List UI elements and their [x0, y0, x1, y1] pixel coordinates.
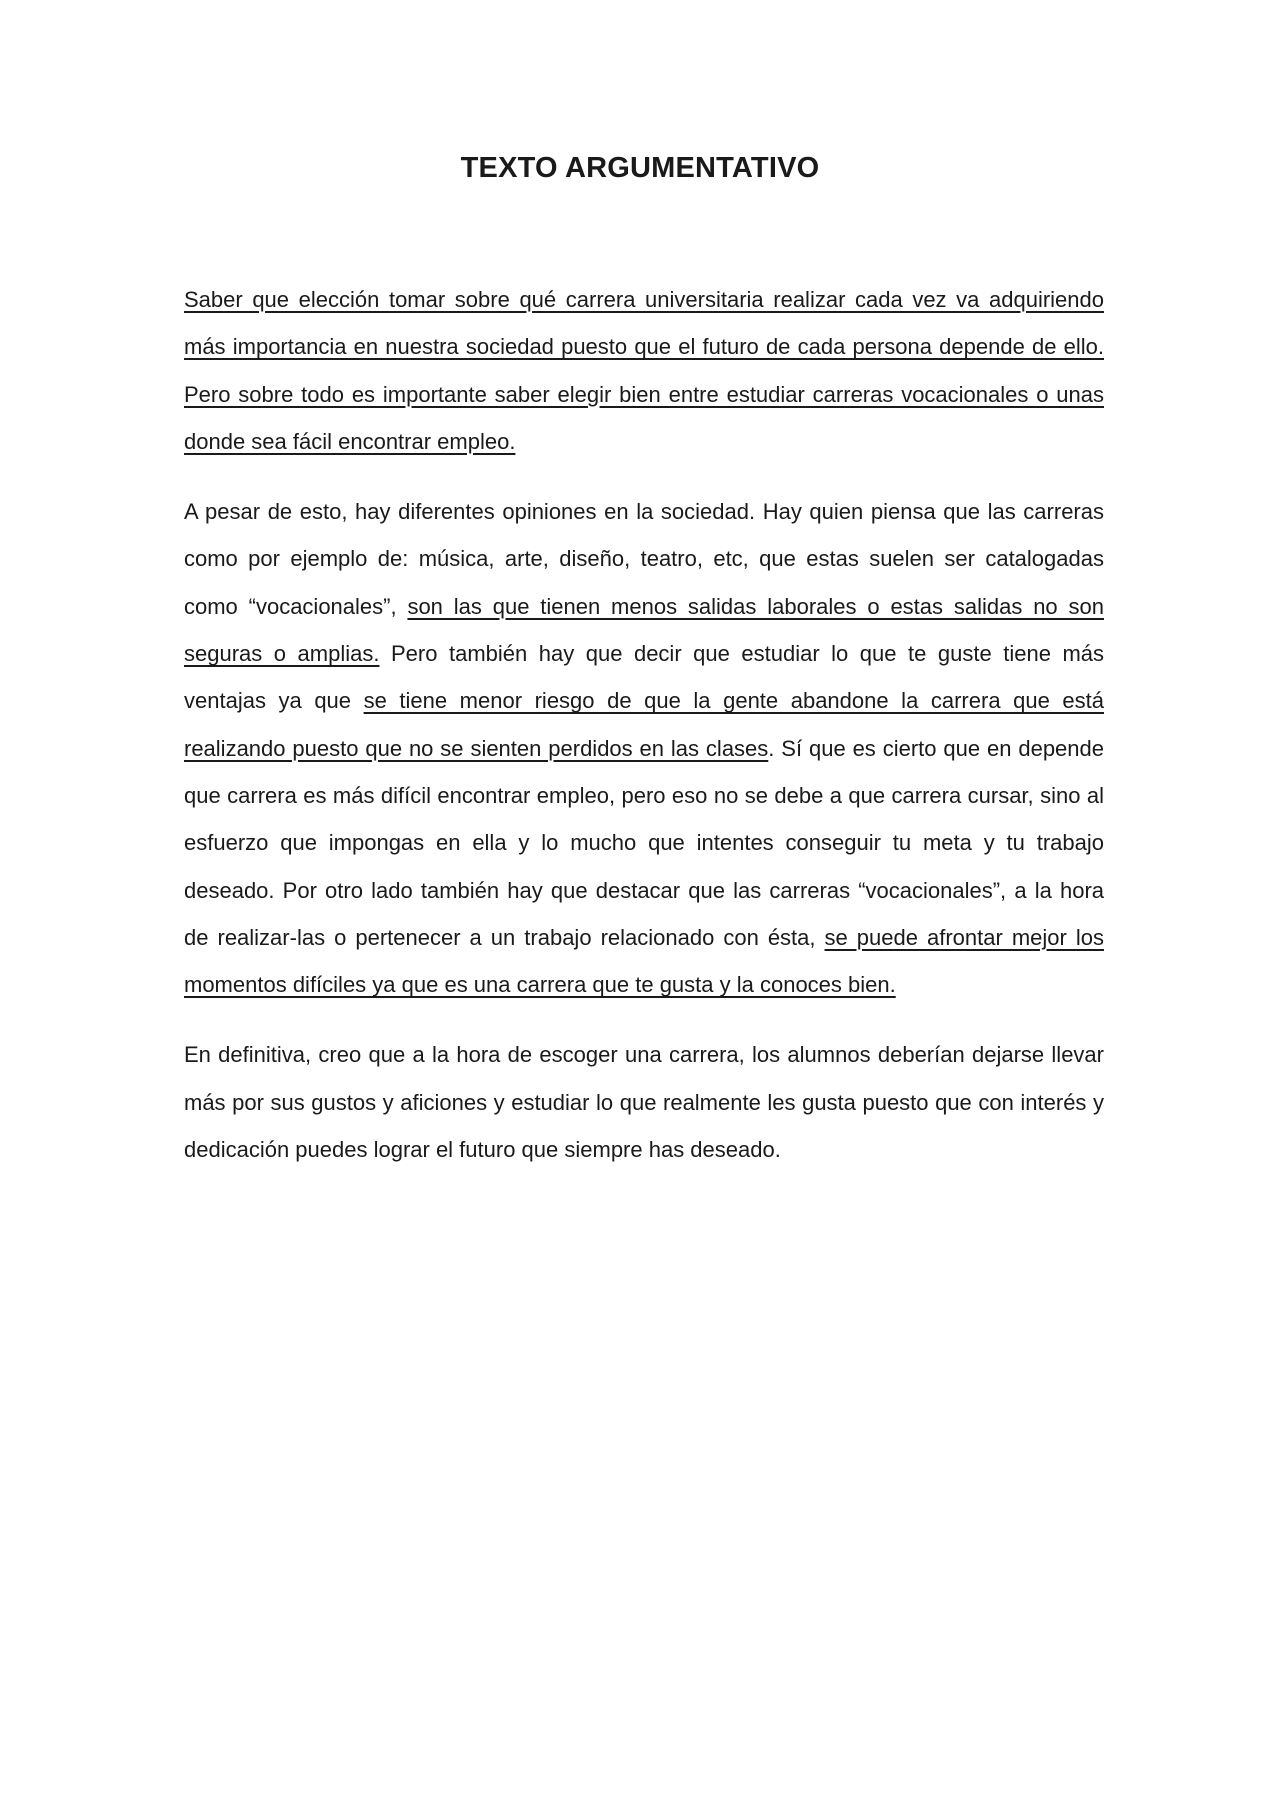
paragraph-arguments — [184, 488, 1104, 1008]
underlined-text: son las que tienen menos salidas laborales o estas salidas no son seguras o amplias. — [184, 593, 1104, 667]
document-body — [184, 276, 1104, 1196]
underlined-text: Saber que elección tomar sobre qué carrera universitaria realizar cada vez va adquiriendo más importancia en nuestra sociedad puesto que el futuro de cada persona depende de ello. Pero sobre todo es importante saber elegir bien entre estudiar carreras vocacionales o unas donde sea fácil encontrar empleo. — [184, 287, 1104, 454]
body-text-segment: A pesar de esto, hay diferentes opiniones en la sociedad. Hay quien piensa que las carreras como por ejemplo de: música, arte, diseño, teatro, etc, que estas suelen ser catalogadas como “vocacionales”, — [184, 499, 1104, 619]
body-text-segment: . Sí que es cierto que en depende que carrera es más difícil encontrar empleo, pero eso no se debe a que carrera cursar, sino al esfuerzo que impongas en ella y lo mucho que intentes conseguir tu meta y tu trabajo deseado. Por otro lado también hay que destacar que las carreras “vocacionales”, a la hora de realizar-las o pertenecer a un trabajo relacionado con ésta, — [184, 735, 1104, 950]
body-text-segment: En definitiva, creo que a la hora de escoger una carrera, los alumnos deberían dejarse llevar más por sus gustos y aficiones y estudiar lo que realmente les gusta puesto que con interés y dedicación puedes lograr el futuro que siempre has deseado. — [184, 1042, 1104, 1163]
paragraph-introduction — [184, 276, 1104, 465]
document-title: TEXTO ARGUMENTATIVO — [460, 152, 820, 184]
body-text-segment: Pero también hay que decir que estudiar lo que te guste tiene más ventajas ya que — [184, 641, 1105, 714]
underlined-text: se puede afrontar mejor los momentos difíciles ya que es una carrera que te gusta y la conoces bien. — [184, 924, 1104, 998]
paragraph-conclusion — [184, 1031, 1104, 1173]
underlined-text: se tiene menor riesgo de que la gente abandone la carrera que está realizando puesto que no se sienten perdidos en las clases — [184, 688, 1104, 761]
